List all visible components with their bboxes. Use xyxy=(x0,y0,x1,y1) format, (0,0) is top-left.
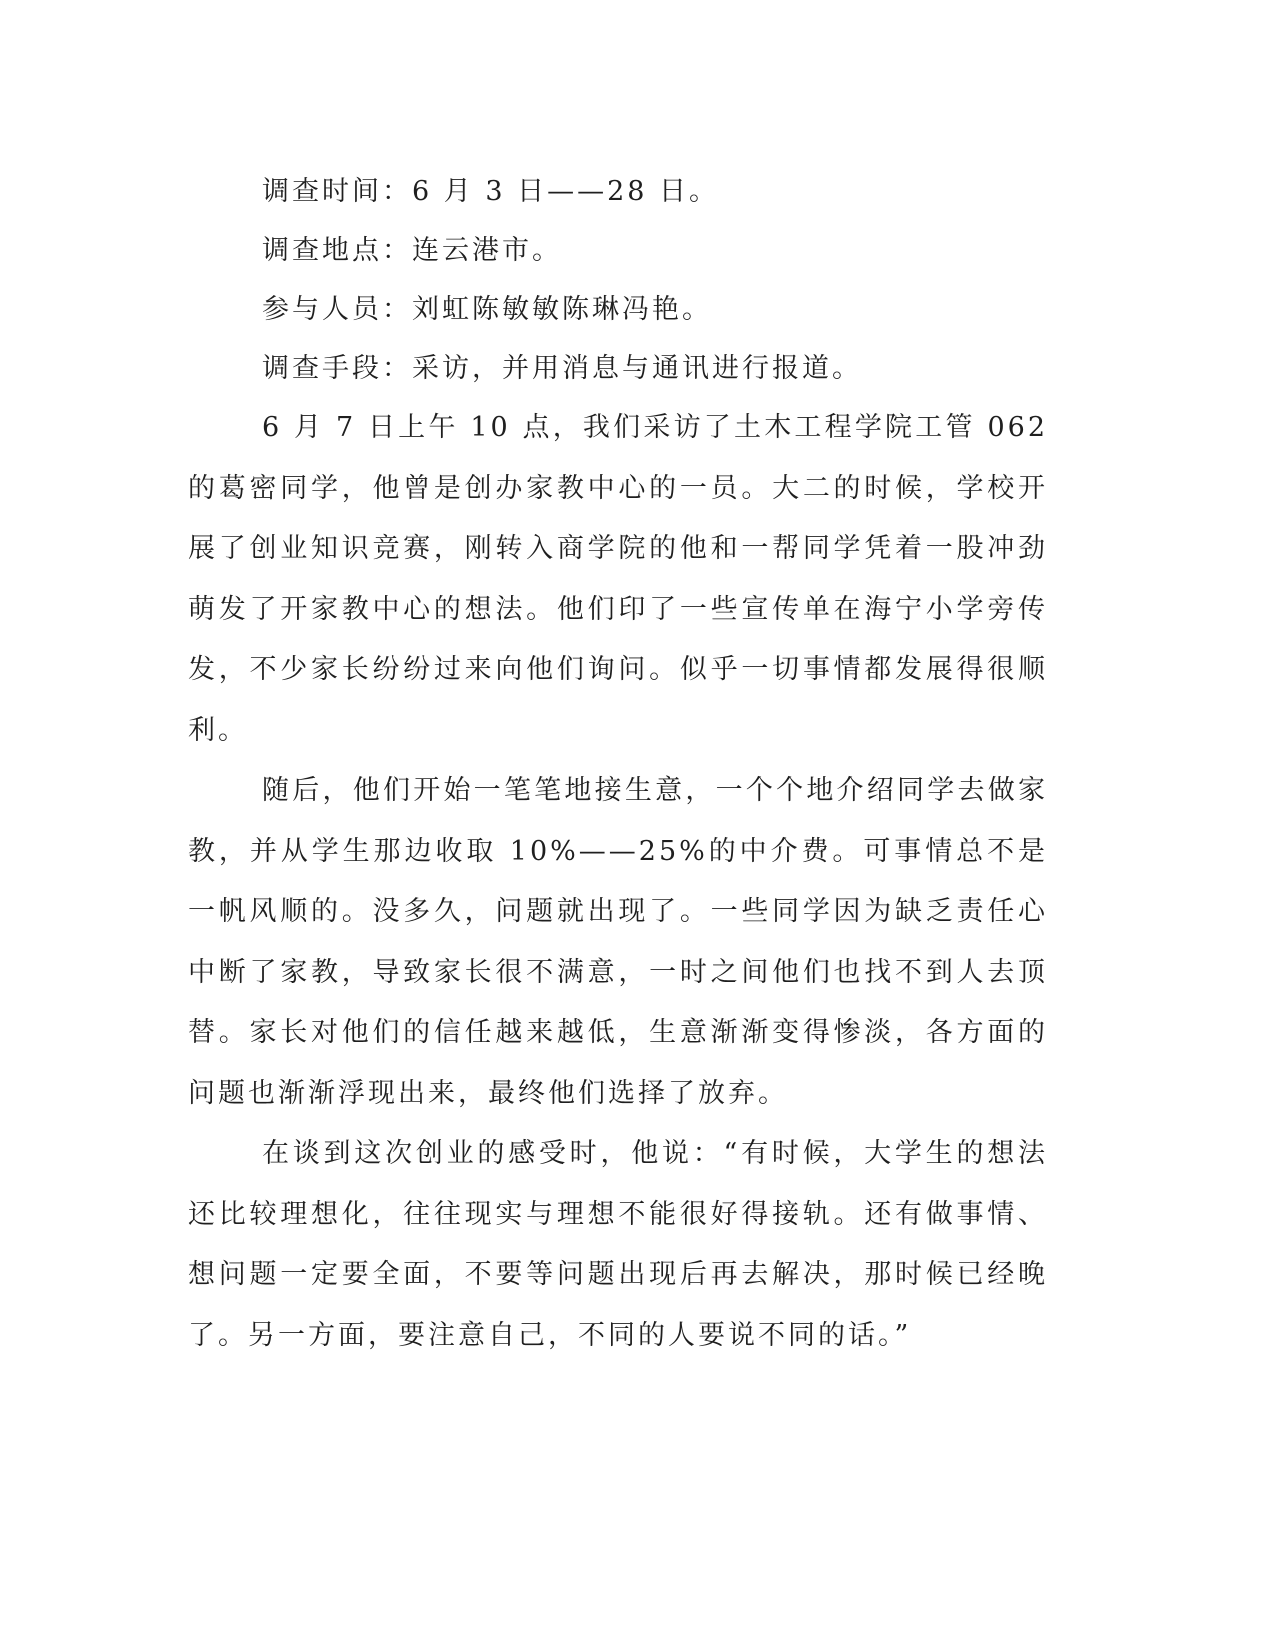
survey-time-line: 调查时间：6 月 3 日——28 日。 xyxy=(262,176,720,207)
participants-line: 参与人员：刘虹陈敏敏陈琳冯艳。 xyxy=(262,294,712,325)
business-paragraph: 随后，他们开始一笔笔地接生意，一个个地介绍同学去做家教，并从学生那边收取 10%——25%的中介费。可事情总不是一帆风顺的。没多久，问题就出现了。一些同学因为缺乏责任心中断了家教，导致家长很不满意，一时之间他们也找不到人去顶替。家长对他们的信任越来越低，生意渐渐变得惨淡，各方面的问题也渐渐浮现出来，最终他们选择了放弃。 xyxy=(188,775,1048,1109)
document-body xyxy=(188,162,1048,1366)
reflection-paragraph: 在谈到这次创业的感受时，他说：“有时候，大学生的想法还比较理想化，往往现实与理想不能很好得接轨。还有做事情、想问题一定要全面，不要等问题出现后再去解决，那时候已经晚了。另一方面，要注意自己，不同的人要说不同的话。” xyxy=(188,1138,1048,1351)
survey-method-line: 调查手段：采访，并用消息与通讯进行报道。 xyxy=(262,353,862,384)
survey-location-line: 调查地点：连云港市。 xyxy=(262,235,562,266)
interview-paragraph: 6 月 7 日上午 10 点，我们采访了土木工程学院工管 062 的葛密同学，他曾是创办家教中心的一员。大二的时候，学校开展了创业知识竞赛，刚转入商学院的他和一帮同学凭着一股冲劲萌发了开家教中心的想法。他们印了一些宣传单在海宁小学旁传发，不少家长纷纷过来向他们询问。似乎一切事情都发展得很顺利。 xyxy=(188,412,1048,746)
